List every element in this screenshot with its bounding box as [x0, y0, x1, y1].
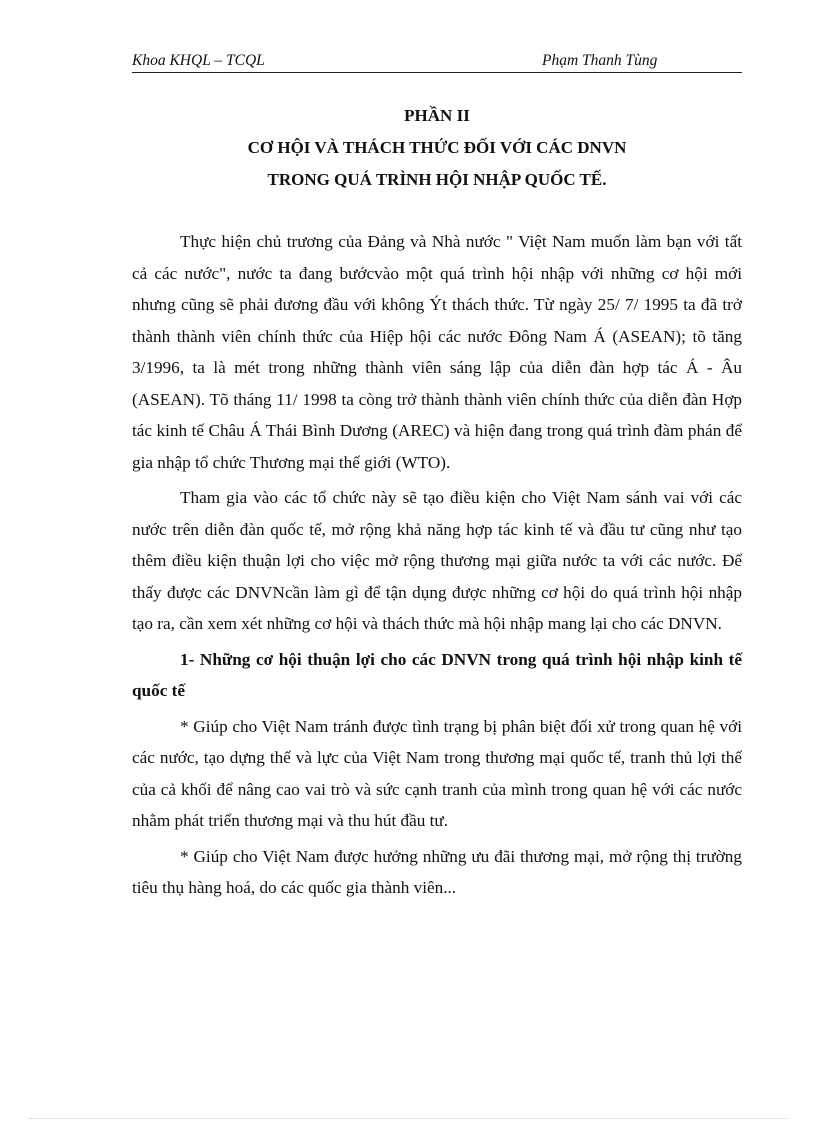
document-body: [132, 226, 742, 904]
paragraph-bullet-1: * Giúp cho Việt Nam tránh được tình trạng bị phân biệt đối xử trong quan hệ với các nước, tạo dựng thế và lực của Việt Nam trong thương mại quốc tế, tranh thủ lợi thế của cả khối để nâng cao vai trò và sức cạnh tranh của mình trong quan hệ với các nước nhằm phát triển thương mại và thu hút đầu tư.: [132, 716, 742, 830]
paragraph-bullet-2: * Giúp cho Việt Nam được hưởng những ưu đãi thương mại, mở rộng thị trường tiêu thụ hàng hoá, do các quốc gia thành viên...: [132, 846, 742, 897]
page-header: [132, 52, 742, 73]
page-bottom-divider: [28, 1118, 788, 1119]
section-titles: [132, 100, 742, 196]
paragraph-intro: Thực hiện chủ trương của Đảng và Nhà nước " Việt Nam muốn làm bạn với tất cả các nước", nước ta đang bướcvào một quá trình hội nhập với những cơ hội mới nhưng cũng sẽ phải đương đầu với không Ýt thách thức. Từ ngày 25/ 7/ 1995 ta đã trở thành thành viên chính thức của Hiệp hội các nước Đông Nam Á (ASEAN); tõ tăng 3/1996, ta là mét trong những thành viên sáng lập của diễn đàn hợp tác Á - Âu (ASEAN). Tõ tháng 11/ 1998 ta còng trở thành thành viên chính thức của diễn đàn Hợp tác kinh tế Châu Á Thái Bình Dương (AREC) và hiện đang trong quá trình đàm phán để gia nhập tổ chức Thương mại thế giới (WTO).: [132, 232, 742, 472]
subsection-heading: 1- Những cơ hội thuận lợi cho các DNVN trong quá trình hội nhập kinh tế quốc tế: [132, 649, 742, 700]
header-faculty: Khoa KHQL – TCQL: [132, 52, 265, 69]
part-title: PHẦN II: [404, 106, 470, 125]
section-title-line-1: CƠ HỘI VÀ THÁCH THỨC ĐỐI VỚI CÁC DNVN: [247, 138, 627, 157]
paragraph-participation: Tham gia vào các tổ chức này sẽ tạo điều kiện cho Việt Nam sánh vai với các nước trên diễn đàn quốc tế, mở rộng khả năng hợp tác kinh tế và đầu tư cũng như tạo thêm điều kiện thuận lợi cho việc mở rộng thương mại giữa nước ta với các nước. Để thấy được các DNVNcần làm gì để tận dụng được những cơ hội do quá trình hội nhập tạo ra, cần xem xét những cơ hội và thách thức mà hội nhập mang lại cho các DNVN.: [132, 488, 742, 633]
header-author: Phạm Thanh Tùng: [542, 52, 658, 69]
section-title-line-2: TRONG QUÁ TRÌNH HỘI NHẬP QUỐC TẾ.: [267, 170, 607, 189]
